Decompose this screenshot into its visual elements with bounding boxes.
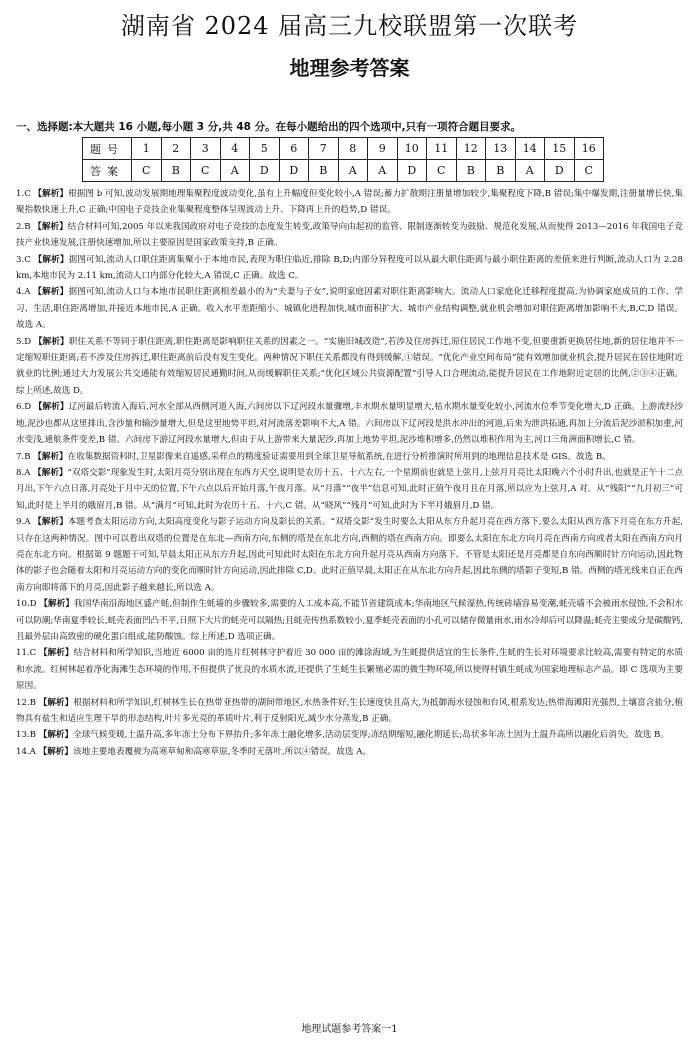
analysis-tag: 【解析】 [39,648,74,659]
item-text: 结合材料和所学知识,当地近 6000 亩的连片红树林守护着近 30 000 亩的滩涂海域,为生蚝提供适宜的生长条件,生蚝的生长对环境要求比较高,需要有特定的水质和水流。红树林起着净化海滩生态环境的作用,不但提供了优良的水质水流,还提供了生蚝生长繁殖必需的微生物环境,所以使得村镇生蚝成为国家地理标志产品。即 C 选项为主要原因。 [16,648,684,692]
item-number: 13.B [16,730,36,741]
question-number-cell: 13 [486,138,516,160]
explanation-item [16,334,683,400]
analysis-tag: 【解析】 [38,730,74,741]
question-number-cell: 7 [309,138,339,160]
item-text: 全球气候变暖,土温升高,多年冻土分布下界抬升;多年冻土融化增多,活动层变厚;冻结期缩短,融化期延长;岛状多年冻土因为土温升高所以融化后消失。故选 B。 [73,730,669,741]
question-number-cell: 9 [368,138,398,160]
item-number: 10.D [16,599,37,610]
answer-cell: D [397,160,427,182]
answer-cell: B [161,160,191,182]
analysis-tag: 【解析】 [33,254,69,265]
explanation-item [16,596,683,645]
item-number: 2.B [16,221,31,232]
item-text: 该地主要地表覆被为高寒草甸和高寒草原,冬季时无落叶,所以④错误。故选 A。 [73,746,371,757]
question-number-cell: 12 [456,138,486,160]
explanation-item [16,744,683,760]
analysis-tag: 【解析】 [33,517,68,528]
answer-cell: C [191,160,221,182]
analysis-tag: 【解析】 [39,599,75,610]
answer-table-number-row [83,138,604,160]
explanation-item [16,186,683,219]
section-heading: 一、选择题:本大题共 16 小题,每小题 3 分,共 48 分。在每小题给出的四个选项中,只有一项符合题目要求。 [16,121,522,133]
page-title: 湖南省 2024 届高三九校联盟第一次联考 [120,12,579,40]
question-number-cell: 4 [220,138,250,160]
item-text: 结合材料可知,2005 年以来我国政府对电子竞技的态度发生转变,政策导向由起初的监管、限制逐渐转变为鼓励、规范化发展,从而使得 2013—2016 年我国电子竞技产业快速发展,注册快速增加,所以主要原因是国家政策支持,B 正确。 [16,221,683,249]
answer-cell: C [574,160,604,182]
explanation-list [16,186,683,760]
item-number: 5.D [16,336,32,347]
item-text: “双塔交影”现象发生时,太阳月亮分别出现在东西方天空,说明是农历十五、十六左右,一个星期前也就是上弦月,上弦月月亮比太阳晚六个小时升出,也就是正午十二点月出,下午六点日落,月亮处于月中天的位置,下午六点以后开始月落,午夜月落。从“月落”“夜半”信息可知,此时正值午夜月且在月落,所以应为上弦月,A 对。从“残阳”“九月初三”可知,此时是上半月的娥眉月,B 错。从“满月”可知,此时为农历十五、十六,C 错。从“晓风”“残月”可知,此时为下半月娥眉月,D 错。 [16,467,683,511]
item-number: 7.B [16,451,31,462]
question-number-cell: 11 [427,138,457,160]
row-label-number: 题号 [83,138,132,160]
item-number: 1.C [16,189,31,199]
answer-table [82,137,604,182]
item-text: 据图可知,流动人口与本地市民职住距离相差最小的为“夫妻与子女”,说明家庭因素对职住距离影响大。流动人口家庭化迁移程度提高,为协调家庭成员的工作、学习、生活,职住距离增加,并接近本地市民,A 正确。收入水平差距缩小、城镇化进程加快,城市面积扩大、城市产业结构调整,就业机会增加对职住距离增加影响不大,B,C,D 错误。故选 A。 [16,287,683,331]
answer-cell: D [545,160,575,182]
page-subtitle: 地理参考答案 [289,56,410,80]
question-number-cell: 5 [250,138,280,160]
analysis-tag: 【解析】 [33,336,69,347]
item-number: 11.C [16,648,37,659]
answer-cell: D [250,160,280,182]
answer-cell: A [368,160,398,182]
analysis-tag: 【解析】 [33,287,69,298]
question-number-cell: 16 [574,138,604,160]
question-number-cell: 14 [515,138,545,160]
analysis-tag: 【解析】 [38,746,73,757]
analysis-tag: 【解析】 [38,697,74,708]
explanation-item [16,695,683,728]
answer-cell: B [456,160,486,182]
question-number-cell: 8 [338,138,368,160]
item-text: 辽河最后转流入海后,河水全部从西侧河道入海,六间房以下辽河段水量骤增,丰水期水量明显增大,枯水期水量变化较小,河流水位季节变化增大,D 正确。上游流经沙地,泥沙也都从这里排出,含沙量和输沙量增大,但是这里地势平坦,对河流落差影响不大,A 错。六间房以下辽河段是洪水冲出的河道,后来为泄洪拓通,再加上分流后泥沙淤积加重,河水变浅,通航条件变差,B 错。六间房下游辽河段水量增大,但由于从上游带来大量泥沙,再加上地势平坦,泥沙堆积增多,仍然以堆积作用为主,河口三角洲面积增长,C 错。 [16,402,683,446]
analysis-tag: 【解析】 [33,451,68,462]
item-text: 在收集数据资料时,卫星影像来自遥感,采样点的精度验证需要用到全球卫星导航系统,在进行分析推演时所用到的地理信息技术是 GIS。故选 B。 [67,451,611,462]
analysis-tag: 【解析】 [33,467,68,478]
answer-cell: A [338,160,368,182]
answer-cell: C [427,160,457,182]
item-text: 本题考查太阳运动方向,太阳高度变化与影子运动方向及影长的关系。“双塔交影”发生时要么太阳从东方升起月亮在西方落下,要么太阳从西方落下月亮在东方升起,只存在这两种情况。图中可以看出双塔的位置是在东北—西南方向,东侧的塔是在东北方向,西侧的塔在西南方向。即要么太阳在东北方向月亮在西南方向或者太阳在西南方向月亮在东北方向。根据第 9 题题干可知,早晨太阳正从东方升起,因此可知此时太阳在东北方向升起月亮从西南方向落下。不管是太阳还是月亮都是自东向西顺时针方向运动,因此物体的影子也会随着太阳和月亮运动方向的变化而顺时针方向运动,因此排除 C,D。此时正值早晨,太阳正在从东北方向升起,因此东侧的塔影子变短,B 错。西侧的塔光线来自正在西南方向即将落下的月亮,因此影子越来越长,所以选 A。 [16,517,683,593]
explanation-item [16,514,683,596]
explanation-item [16,399,683,448]
explanation-item [16,465,683,514]
answer-cell: B [309,160,339,182]
analysis-tag: 【解析】 [33,402,69,413]
item-number: 14.A [16,746,36,757]
question-number-cell: 6 [279,138,309,160]
analysis-tag: 【解析】 [33,189,69,199]
answer-cell: B [486,160,516,182]
question-number-cell: 2 [161,138,191,160]
answer-cell: D [279,160,309,182]
item-text: 我国华南沿海地区盛产蚝,但制作生蚝墙的步骤较多,需要的人工成本高,不能节省建筑成本;华南地区气候湿热,传统砖墙容易变潮,蚝壳墙不会被雨水侵蚀,不会积水可以防潮;华南夏季较长,蚝壳表面凹凸不平,日照下大片的蚝壳可以隔热;且蚝壳传热系数较小,夏季蚝壳表面的小孔可以储存微量雨水,雨水冷却后可以降温;蚝壳主要成分是碳酸钙,且最外层由高致密的硬化蛋白组成,能防酸蚀。综上所述,D 选项正确。 [16,599,683,642]
answer-cell: C [132,160,162,182]
question-number-cell: 15 [545,138,575,160]
question-number-cell: 10 [397,138,427,160]
explanation-item [16,449,683,465]
item-text: 职住关系不等同于职住距离,职住距离是影响职住关系的因素之一。“实施旧城改造”,若涉及住房拆迁,原住居民工作地不变,但要重新更换居住地,新的居住地并不一定缩短职住距离;若不涉及住房拆迁,职住距离前后没有发生变化。两种情况下职住关系都没有得到缓解,①错误。“优化产业空间布局”能有效增加就业机会,提升居民在居住地附近就业的比例;通过大力发展公共交通能有效缩短居民通勤时间,从而缓解职住关系;“优化区域公共资源配置”引导人口合理流动,能提升居民在工作地附近定居的比例,②③④正确。综上所述,故选 D。 [16,336,684,396]
explanation-item [16,727,683,743]
item-number: 6.D [16,402,32,413]
question-number-cell: 3 [191,138,221,160]
item-text: 根据图 b 可知,波动发展期地理集聚程度波动变化,虽有上升幅度但变化较小,A 错误;蓄力扩散期注册量增加较少,集聚程度下降,B 错误;集中爆发期,注册量增长快,集聚指数快速上升,C 正确;中国电子竞技企业集聚程度整体呈现波动上升、下降再上升的趋势,D 错误。 [16,189,683,216]
item-number: 12.B [16,697,36,708]
answer-cell: A [220,160,250,182]
item-number: 4.A [16,287,31,298]
row-label-answer: 答案 [83,160,132,182]
explanation-item [16,219,683,252]
answer-cell: A [515,160,545,182]
answer-table-answer-row [83,160,604,182]
item-number: 8.A [16,467,31,478]
explanation-item [16,252,683,285]
analysis-tag: 【解析】 [33,221,68,232]
item-number: 9.A [16,517,31,528]
item-text: 根据材料和所学知识,红树林生长在热带亚热带的湖间带地区,水热条件好,生长速度快且高大,为抵御海水侵蚀和台风,根系发达;热带海滩阳光强烈,土壤富含盐分,植物具有盐生和适应生理干旱的形态结构,叶片多光亮的革质叶片,利于反射阳光,减少水分蒸发,B 正确。 [16,697,683,724]
explanation-item [16,284,683,333]
page-footer: 地理试题参考答案一1 [301,1024,398,1035]
explanation-item [16,645,683,694]
question-number-cell: 1 [132,138,162,160]
item-text: 据图可知,流动人口职住距离集聚小于本地市民,表现为职住临近,排除 B,D;内部分异程度可以从最大职住距离与最小职住距离的差值来进行判断,流动人口为 2.28 km,本地市民为 2.11 km,流动人口内部分化较大,A 错误,C 正确。故选 C。 [16,254,683,282]
item-number: 3.C [16,254,31,265]
